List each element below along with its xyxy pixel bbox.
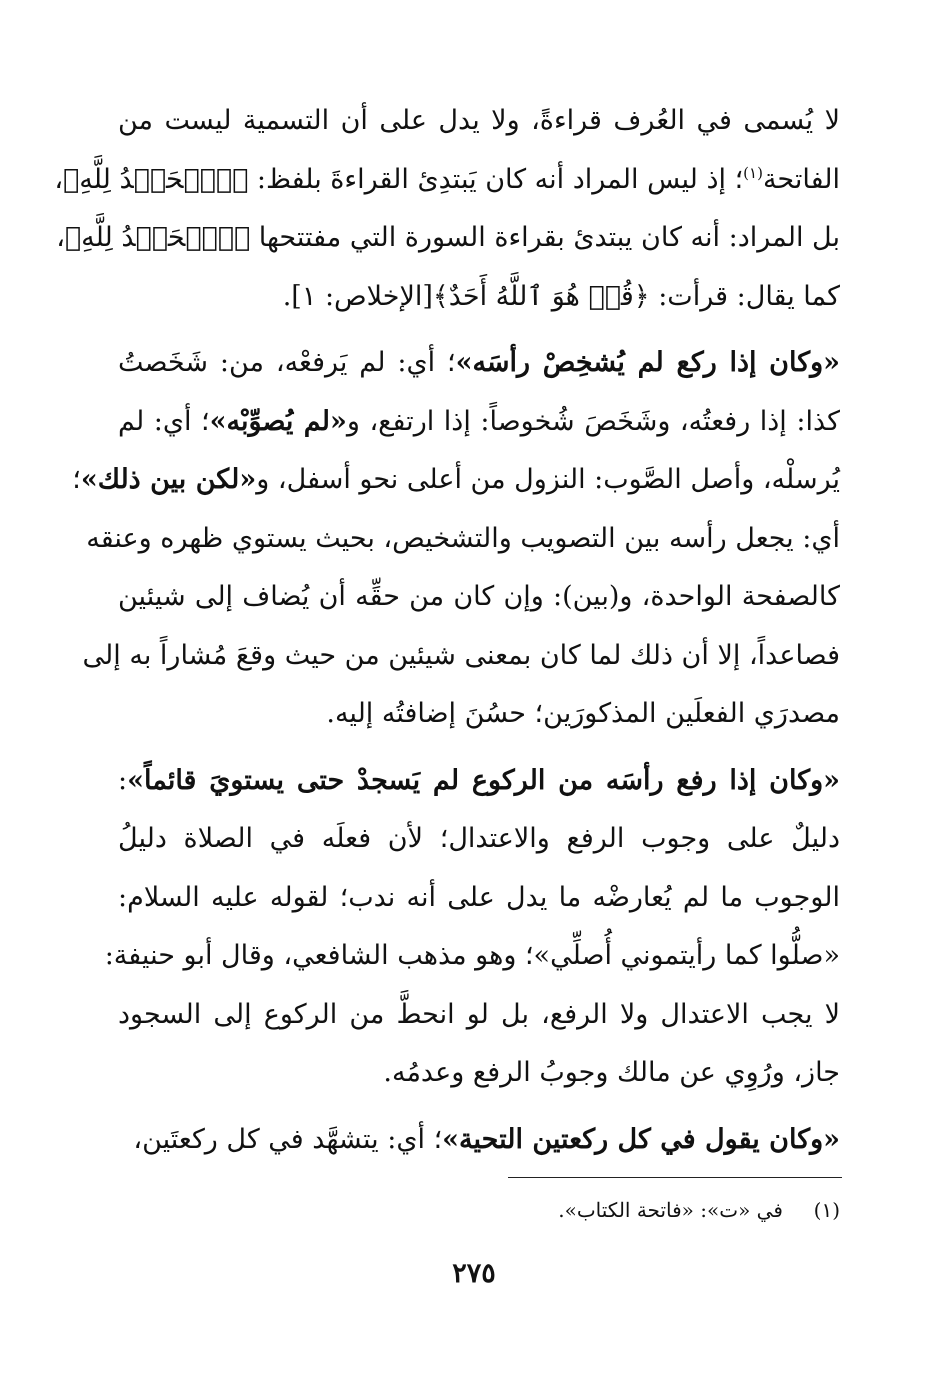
text-line xyxy=(118,393,840,452)
page-number: ٢٧٥ xyxy=(452,1258,496,1289)
paragraph-4 xyxy=(118,1111,840,1170)
hadith-quote: «وكان يقول في كل ركعتين التحية» xyxy=(442,1123,840,1155)
text-line xyxy=(118,1111,840,1170)
text-line: كما يقال: قرأت: ﴿قُلۡ هُوَ ٱللَّهُ أَحَدٌ﴾[الإخلاص: ١]. xyxy=(282,280,840,312)
text-span: ؛ أي: يتشهَّد في كل ركعتَين، xyxy=(133,1123,443,1155)
footnote-reference: (١) xyxy=(743,163,763,182)
main-text xyxy=(54,92,840,1169)
text-line: فصاعداً، إلا أن ذلك لما كان بمعنى شيئين من حيث وقعَ مُشاراً به إلى xyxy=(82,639,840,671)
footnote-separator xyxy=(508,1177,842,1178)
text-line: مصدرَي الفعلَين المذكورَين؛ حسُنَ إضافتُه إليه. xyxy=(326,698,840,729)
footnote-text: في «ت»: «فاتحة الكتاب». xyxy=(558,1198,783,1222)
hadith-quote: «وكان إذا ركع لم يُشخِصْ رأسَه» xyxy=(455,347,840,378)
text-span: ؛ أي: لم xyxy=(118,405,210,437)
text-line xyxy=(118,334,840,393)
text-span: ؛ إذ ليس المراد أنه كان يَبتدِئ القراءةَ بلفظ: ﴿ٱلۡحَمۡدُ لِلَّهِ﴾، xyxy=(54,163,744,195)
footnote-marker: (١) xyxy=(813,1198,840,1222)
text-span: : xyxy=(118,764,128,796)
text-span: يُرسلْه، وأصل الصَّوب: النزول من أعلى نحو أسفل، و xyxy=(256,464,840,495)
hadith-quote: «وكان إذا رفع رأسَه من الركوع لم يَسجدْ حتى يستويَ قائماً» xyxy=(127,764,840,796)
paragraph-2 xyxy=(72,334,840,744)
text-line: الوجوب ما لم يُعارضْه ما يدل على أنه ندب؛ لقوله عليه السلام: xyxy=(118,881,840,913)
text-line: «صلُّوا كما رأيتموني أُصلِّي»؛ وهو مذهب الشافعي، وقال أبو حنيفة: xyxy=(104,940,840,971)
text-line: دليلٌ على وجوب الرفع والاعتدال؛ لأن فعلَه في الصلاة دليلُ xyxy=(118,823,840,854)
text-span: ؛ أي: لم يَرفعْه، من: شَخَصتُ xyxy=(118,347,456,378)
text-span: ؛ xyxy=(72,464,81,495)
text-line xyxy=(72,451,840,510)
hadith-quote: «لكن بين ذلك» xyxy=(80,464,257,495)
text-line: بل المراد: أنه كان يبتدئ بقراءة السورة التي مفتتحها ﴿ٱلۡحَمۡدُ لِلَّهِ﴾، xyxy=(56,222,840,253)
paragraph-1 xyxy=(54,92,840,326)
paragraph-3 xyxy=(104,752,840,1103)
text-span: كذا: إذا رفعتُه، وشَخَصَ شُخوصاً: إذا ارتفع، و xyxy=(346,405,840,437)
text-line xyxy=(118,752,840,811)
hadith-quote: «لم يُصوِّبْه» xyxy=(209,405,347,437)
text-line: لا يُسمى في العُرف قراءةً، ولا يدل على أن التسمية ليست من xyxy=(118,105,840,136)
text-line: أي: يجعل رأسه بين التصويب والتشخيص، بحيث يستوي ظهره وعنقه xyxy=(86,522,840,554)
text-line: كالصفحة الواحدة، و(بين): وإن كان من حقِّه أن يُضاف إلى شيئين xyxy=(118,581,840,612)
text-line: لا يجب الاعتدال ولا الرفع، بل لو انحطَّ من الركوع إلى السجود xyxy=(118,998,840,1030)
text-line xyxy=(54,151,840,210)
text-span: الفاتحة xyxy=(762,163,840,195)
text-line: جاز، ورُوِي عن مالك وجوبُ الرفع وعدمُه. xyxy=(383,1057,840,1088)
footnote xyxy=(558,1196,840,1224)
